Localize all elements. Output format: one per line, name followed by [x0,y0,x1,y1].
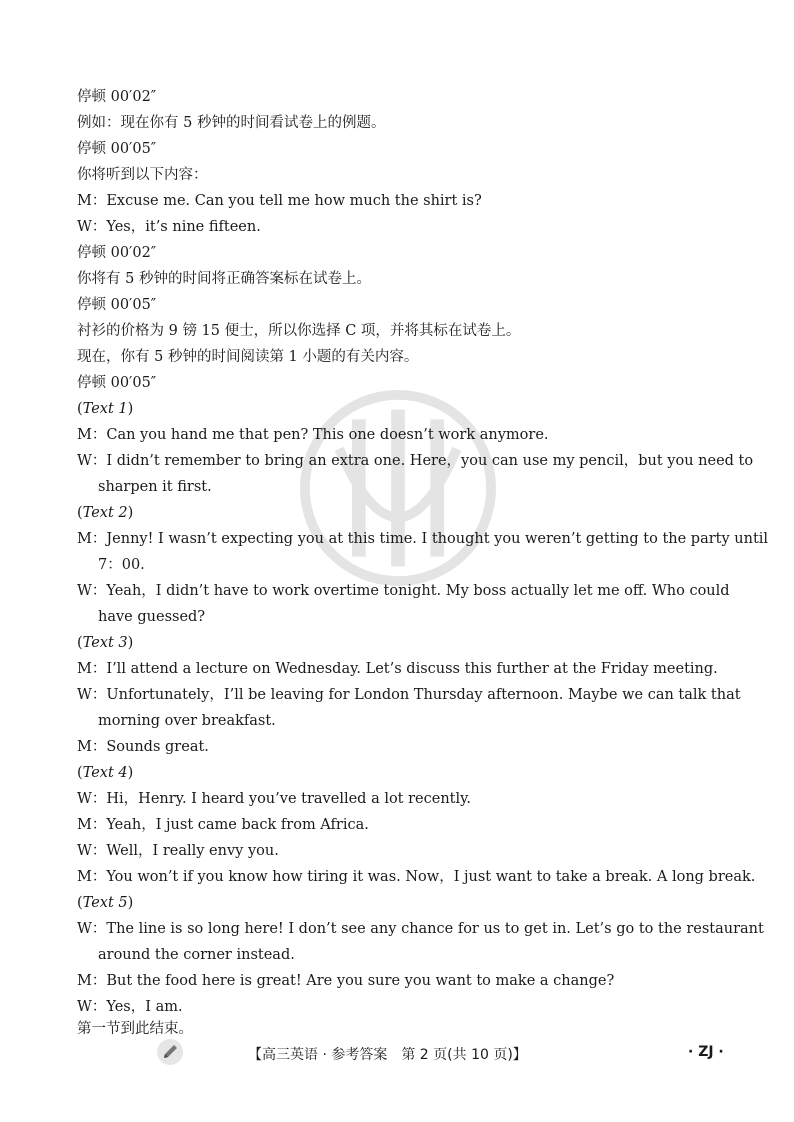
dialogue-line: M：Yeah，I just came back from Africa. [77,817,369,833]
text-label: (Text 3) [77,635,134,651]
pause-line: 停顿 00′02″ [77,89,157,105]
section-closing: 第一节到此结束。 [77,1021,193,1037]
pause-line: 停顿 00′05″ [77,375,157,391]
dialogue-continuation: sharpen it first. [98,479,212,495]
dialogue-line: W：Well，I really envy you. [77,843,279,859]
dialogue-line: W：The line is so long here! I don’t see any chance for us to get in. Let’s go to the restaurant [77,921,764,937]
instruction-line: 衬衫的价格为 9 镑 15 便士，所以你选择 C 项，并将其标在试卷上。 [77,323,521,339]
dialogue-continuation: 7：00. [98,557,145,573]
dialogue-line: W：Hi，Henry. I heard you’ve travelled a lot recently. [77,791,472,807]
example-dialogue-line: M：Excuse me. Can you tell me how much the shirt is? [77,193,482,209]
text-label: (Text 4) [77,765,134,781]
dialogue-continuation: have guessed? [98,609,206,625]
pause-line: 停顿 00′05″ [77,297,157,313]
text-label: (Text 2) [77,505,134,521]
page-footer [0,1034,794,1074]
pause-line: 停顿 00′05″ [77,141,157,157]
dialogue-line: W：I didn’t remember to bring an extra one. Here，you can use my pencil，but you need to [77,453,754,469]
example-dialogue-line: W：Yes，it’s nine fifteen. [77,219,261,235]
text-label: (Text 1) [77,401,134,417]
instruction-line: 你将有 5 秒钟的时间将正确答案标在试卷上。 [77,271,371,287]
dialogue-line: W：Unfortunately，I’ll be leaving for London Thursday afternoon. Maybe we can talk that [77,687,741,703]
dialogue-continuation: around the corner instead. [98,947,295,963]
dialogue-line: M：Sounds great. [77,739,209,755]
footer-code: · ZJ · [688,1044,724,1060]
dialogue-line: W：Yeah，I didn’t have to work overtime tonight. My boss actually let me off. Who could [77,583,730,599]
dialogue-continuation: morning over breakfast. [98,713,276,729]
dialogue-line: M：Can you hand me that pen? This one doesn’t work anymore. [77,427,549,443]
instruction-line: 例如：现在你有 5 秒钟的时间看试卷上的例题。 [77,115,386,131]
text-label: (Text 5) [77,895,134,911]
instruction-line: 现在，你有 5 秒钟的时间阅读第 1 小题的有关内容。 [77,349,419,365]
pencil-icon [156,1038,184,1066]
instruction-line: 你将听到以下内容： [77,167,208,183]
dialogue-line: M：I’ll attend a lecture on Wednesday. Let’s discuss this further at the Friday meeting. [77,661,718,677]
dialogue-line: M：You won’t if you know how tiring it was. Now，I just want to take a break. A long break. [77,869,756,885]
footer-page-info: 【高三英语 · 参考答案 第 2 页(共 10 页)】 [248,1047,527,1063]
dialogue-line: W：Yes，I am. [77,999,183,1015]
dialogue-line: M：But the food here is great! Are you sure you want to make a change? [77,973,615,989]
dialogue-line: M：Jenny! I wasn’t expecting you at this time. I thought you weren’t getting to the party until [77,531,769,547]
pause-line: 停顿 00′02″ [77,245,157,261]
